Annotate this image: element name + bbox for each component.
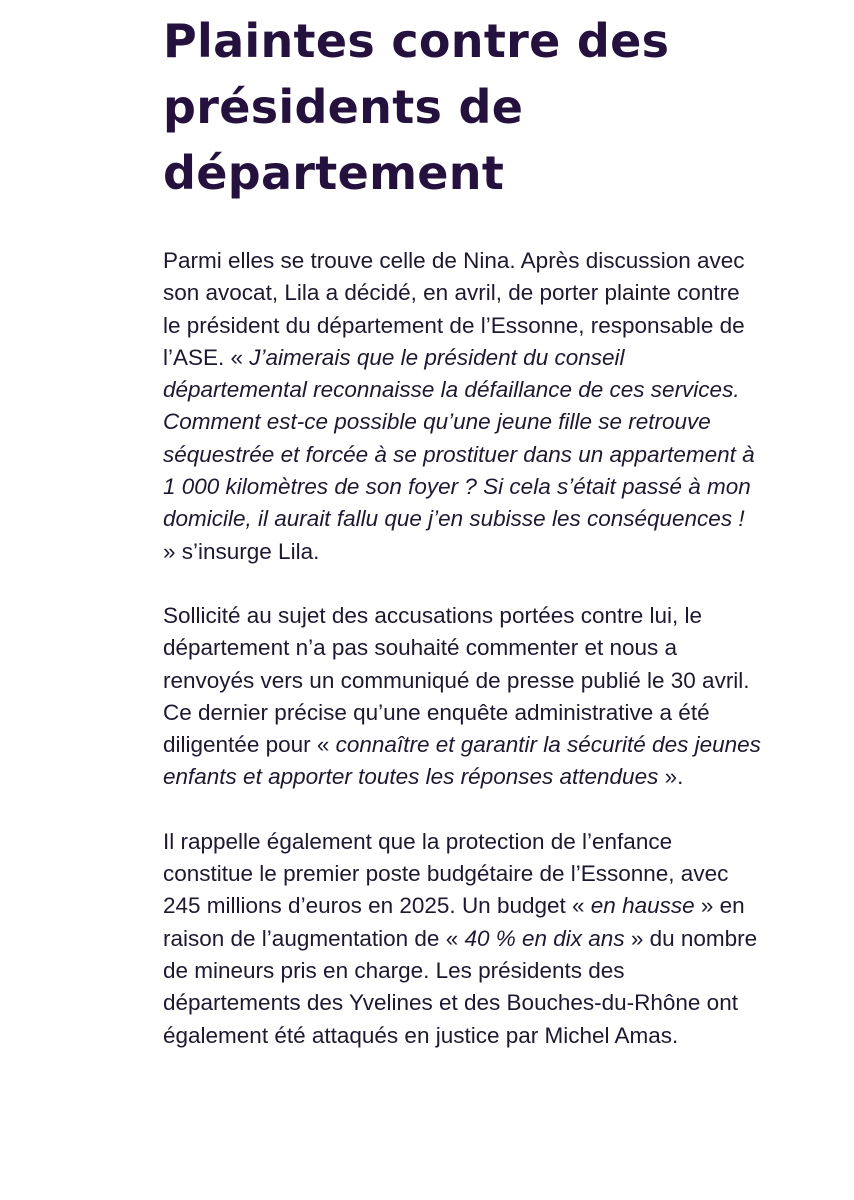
- paragraph-text: » en raison de l’augmentation de «: [163, 893, 745, 951]
- section-heading: Plaintes contre des présidents de département: [163, 14, 670, 200]
- quote-en-hausse: en hausse: [590, 893, 695, 919]
- quote-press-release: connaître et garantir la sécurité des jeunes enfants et apporter toutes les réponses attendues: [163, 732, 761, 790]
- paragraph-department-response: [163, 600, 763, 794]
- paragraph-nina-complaint: [163, 245, 763, 568]
- paragraph-text: Parmi elles se trouve celle de Nina. Après discussion avec son avocat, Lila a décidé, en avril, de porter plainte contre le président du département de l’Essonne, responsable de l’ASE. «: [163, 248, 745, 370]
- paragraph-text: Sollicité au sujet des accusations portées contre lui, le département n’a pas souhaité commenter et nous a renvoyés vers un communiqué de presse publié le 30 avril. Ce dernier précise qu’une enquête administrative a été diligentée pour «: [163, 602, 750, 758]
- quote-40-percent: 40 % en dix ans: [464, 925, 625, 951]
- article-body: [163, 8, 763, 1052]
- paragraph-text: » du nombre de mineurs pris en charge. Les présidents des départements des Yvelines et des Bouches-du-Rhône ont également été attaqués en justice par Michel Amas.: [163, 925, 758, 1048]
- paragraph-text: ».: [658, 764, 684, 790]
- paragraph-text: Il rappelle également que la protection de l’enfance constitue le premier poste budgétaire de l’Essonne, avec 245 millions d’euros en 2025. Un budget «: [163, 828, 729, 919]
- paragraph-budget: [163, 826, 763, 1052]
- paragraph-text: » s’insurge Lila.: [163, 538, 320, 564]
- quote-lila: J’aimerais que le président du conseil départemental reconnaisse la défaillance de ces services. Comment est-ce possible qu’une jeune fille se retrouve séquestrée et forcée à se prostituer dans un appartement à 1 000 kilomètres de son foyer ? Si cela s’était passé à mon domicile, il aurait fallu que j’en subisse les conséquences !: [163, 344, 755, 532]
